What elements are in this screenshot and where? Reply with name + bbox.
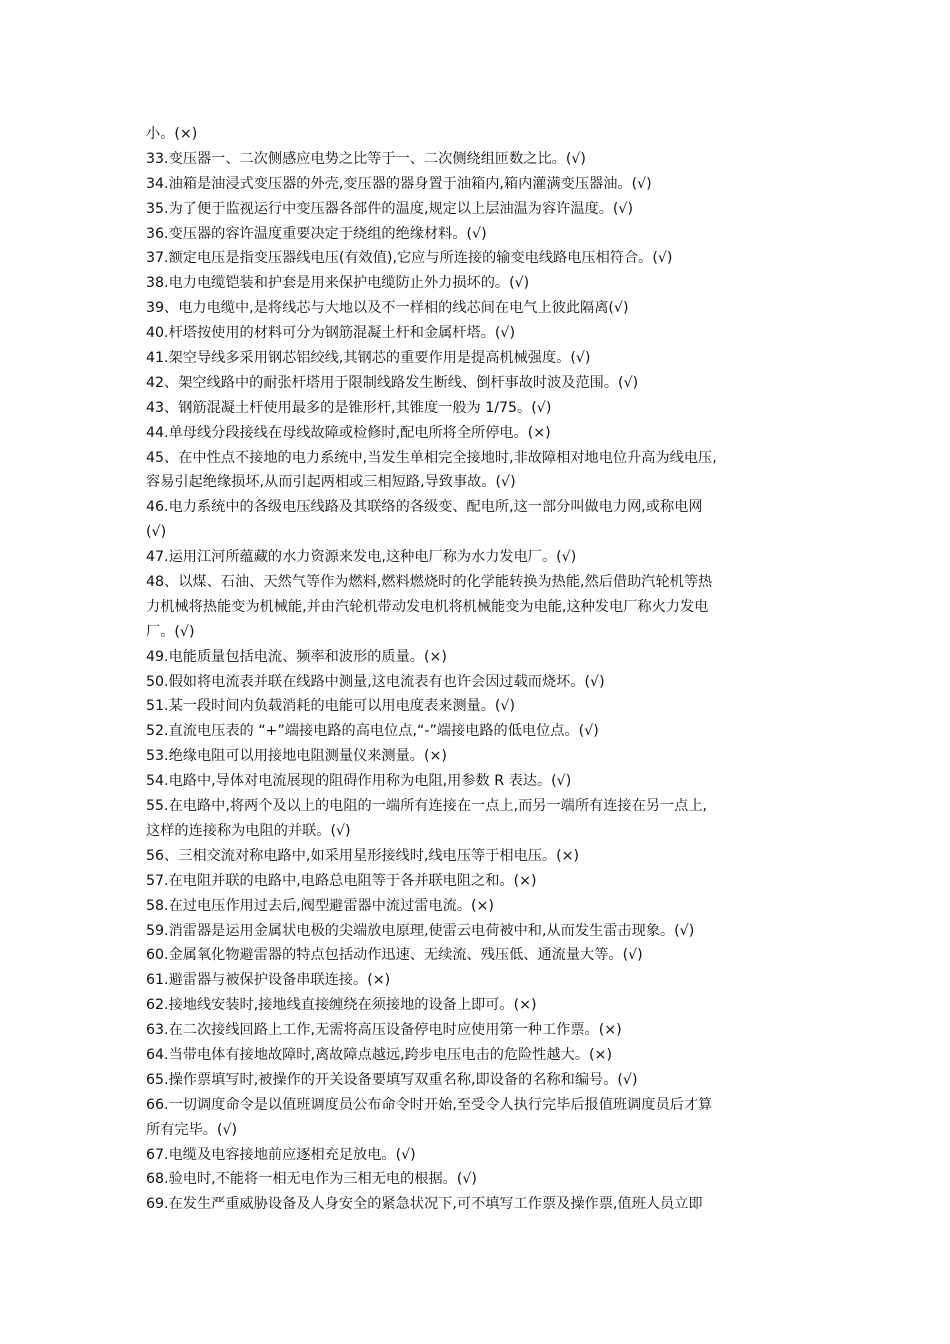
text-line: 66.一切调度命令是以值班调度员公布命令时开始,至受令人执行完毕后报值班调度员后才算 (146, 1096, 713, 1113)
text-line: 57.在电阻并联的电路中,电路总电阻等于各并联电阻之和。(×) (146, 872, 537, 889)
text-line: 45、在中性点不接地的电力系统中,当发生单相完全接地时,非故障相对地电位升高为线电压, (146, 449, 717, 466)
text-line: 62.接地线安装时,接地线直接缠绕在须接地的设备上即可。(×) (146, 997, 537, 1014)
text-line: 51.某一段时间内负载消耗的电能可以用电度表来测量。(√) (146, 698, 515, 715)
text-line: 61.避雷器与被保护设备串联连接。(×) (146, 972, 391, 989)
text-line: 39、电力电缆中,是将线芯与大地以及不一样相的线芯间在电气上彼此隔离(√) (146, 300, 629, 317)
text-line: 42、架空线路中的耐张杆塔用于限制线路发生断线、倒杆事故时波及范围。(√) (146, 374, 639, 391)
text-line: 小。(×) (146, 126, 198, 142)
text-line: 37.额定电压是指变压器线电压(有效值),它应与所连接的输变电线路电压相符合。(√) (146, 250, 673, 267)
text-line: 56、三相交流对称电路中,如采用星形接线时,线电压等于相电压。(×) (146, 847, 580, 864)
text-line: 50.假如将电流表并联在线路中测量,这电流表有也许会因过载而烧坏。(√) (146, 673, 605, 690)
text-line: 52.直流电压表的 “+”端接电路的高电位点,“-”端接电路的低电位点。(√) (146, 723, 599, 740)
text-line: 64.当带电体有接地故障时,离故障点越远,跨步电压电击的危险性越大。(×) (146, 1046, 612, 1063)
text-line: 40.杆塔按使用的材料可分为钢筋混凝土杆和金属杆塔。(√) (146, 325, 515, 342)
text-line: 54.电路中,导体对电流展现的阻碍作用称为电阻,用参数 R 表达。(√) (146, 773, 572, 790)
text-line: 58.在过电压作用过去后,阀型避雷器中流过雷电流。(×) (146, 897, 494, 914)
document-body (146, 122, 816, 1217)
text-line: 厂。(√) (146, 623, 195, 640)
text-line: 所有完毕。(√) (146, 1121, 238, 1138)
text-line: 35.为了便于监视运行中变压器各部件的温度,规定以上层油温为容许温度。(√) (146, 200, 633, 217)
text-line: 63.在二次接线回路上工作,无需将高压设备停电时应使用第一种工作票。(×) (146, 1022, 622, 1039)
text-line: 68.验电时,不能将一相无电作为三相无电的根据。(√) (146, 1171, 477, 1188)
text-line: 34.油箱是油浸式变压器的外壳,变压器的器身置于油箱内,箱内灌满变压器油。(√) (146, 175, 652, 192)
text-line: 力机械将热能变为机械能,并由汽轮机带动发电机将机械能变为电能,这种发电厂称火力发电 (146, 598, 709, 615)
text-line: 41.架空导线多采用钢芯铝绞线,其钢芯的重要作用是提高机械强度。(√) (146, 350, 591, 367)
text-line: 53.绝缘电阻可以用接地电阻测量仪来测量。(×) (146, 748, 447, 765)
text-line: (√) (146, 524, 167, 541)
text-line: 48、以煤、石油、天然气等作为燃料,燃料燃烧时的化学能转换为热能,然后借助汽轮机等热 (146, 574, 713, 591)
text-line: 44.单母线分段接线在母线故障或检修时,配电所将全所停电。(×) (146, 424, 551, 441)
text-line: 46.电力系统中的各级电压线路及其联络的各级变、配电所,这一部分叫做电力网,或称电网 (146, 499, 703, 516)
text-line: 59.消雷器是运用金属状电极的尖端放电原理,使雷云电荷被中和,从而发生雷击现象。(√) (146, 922, 695, 939)
text-line: 47.运用江河所蕴藏的水力资源来发电,这种电厂称为水力发电厂。(√) (146, 549, 577, 566)
text-line: 60.金属氧化物避雷器的特点包括动作迅速、无续流、残压低、通流量大等。(√) (146, 947, 643, 964)
text-line: 43、钢筋混凝土杆使用最多的是锥形杆,其锥度一般为 1/75。(√) (146, 399, 552, 416)
text-line: 这样的连接称为电阻的并联。(√) (146, 822, 351, 839)
text-line: 55.在电路中,将两个及以上的电阻的一端所有连接在一点上,而另一端所有连接在另一点上, (146, 798, 708, 815)
text-line: 33.变压器一、二次侧感应电势之比等于一、二次侧绕组匝数之比。(√) (146, 150, 586, 167)
text-line: 38.电力电缆铠装和护套是用来保护电缆防止外力损坏的。(√) (146, 275, 530, 292)
text-line: 65.操作票填写时,被操作的开关设备要填写双重名称,即设备的名称和编号。(√) (146, 1071, 638, 1088)
text-line: 容易引起绝缘损坏,从而引起两相或三相短路,导致事故。(√) (146, 474, 516, 491)
text-line: 36.变压器的容许温度重要决定于绕组的绝缘材料。(√) (146, 225, 487, 242)
text-line: 69.在发生严重威胁设备及人身安全的紧急状况下,可不填写工作票及操作票,值班人员立即 (146, 1196, 703, 1213)
text-line: 49.电能质量包括电流、频率和波形的质量。(×) (146, 648, 447, 665)
text-line: 67.电缆及电容接地前应逐相充足放电。(√) (146, 1146, 416, 1163)
